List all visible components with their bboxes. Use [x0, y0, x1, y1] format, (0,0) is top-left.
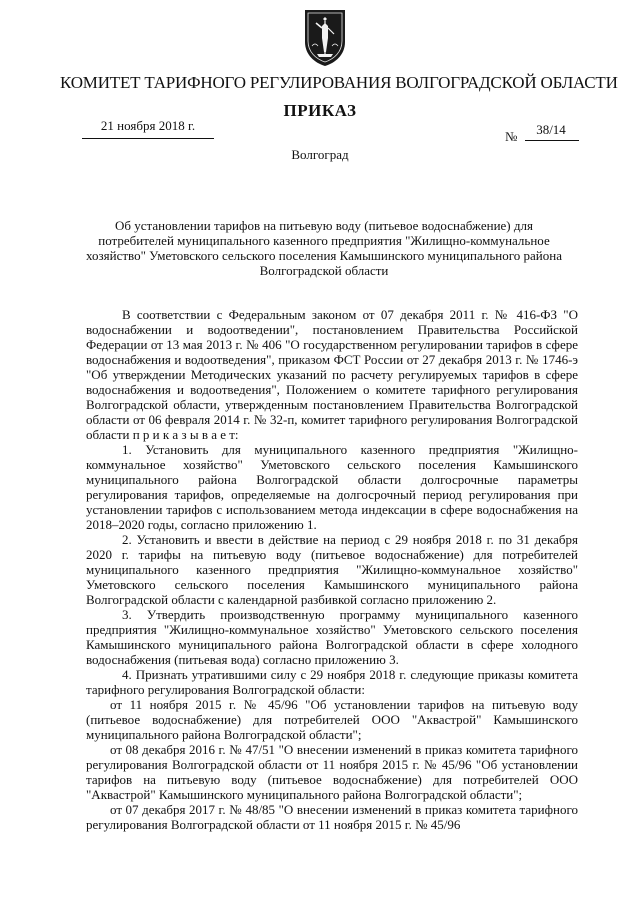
clause-3: 3. Утвердить производственную программу муниципального казенного предприятия "Жилищно-коммунальное хозяйство" Уметовского сельского поселения Камышинского муниципального района Волгоградской области в сфере холодного водоснабжения (питьевая вода) согласно приложению 3. — [86, 607, 578, 667]
order-body — [86, 307, 578, 832]
volgograd-coat-of-arms-icon — [303, 8, 347, 68]
order-number: 38/14 — [536, 122, 566, 137]
order-date-field — [82, 118, 214, 139]
issue-city: Волгоград — [291, 147, 349, 162]
number-sign: № — [505, 129, 518, 144]
clause-4: 4. Признать утратившими силу с 29 ноября 2018 г. следующие приказы комитета тарифного регулирования Волгоградской области: — [86, 667, 578, 697]
order-date: 21 ноября 2018 г. — [100, 118, 196, 133]
repealed-order-3: от 07 декабря 2017 г. № 48/85 "О внесении изменений в приказ комитета тарифного регулирования Волгоградской области от 11 ноября 2015 г. № 45/96 — [86, 802, 578, 832]
number-underline — [525, 140, 579, 141]
committee-name: КОМИТЕТ ТАРИФНОГО РЕГУЛИРОВАНИЯ ВОЛГОГРАДСКОЙ ОБЛАСТИ — [60, 73, 618, 92]
clause-1: 1. Установить для муниципального казенного предприятия "Жилищно-коммунальное хозяйство" Уметовского сельского поселения Камышинского муниципального района Волгоградской области долгосрочные параметры регулирования тарифов, определяемые на долгосрочный период регулирования при установлении тарифов с использованием метода индексации в сфере водоснабжения на 2018–2020 годы, согласно приложению 1. — [86, 442, 578, 532]
preamble-paragraph: В соответствии с Федеральным законом от 07 декабря 2011 г. № 416-ФЗ "О водоснабжении и водоотведении", постановлением Правительства Российской Федерации от 13 мая 2013 г. № 406 "О государственном регулировании тарифов в сфере водоснабжения и водоотведения", приказом ФСТ России от 27 декабря 2013 г. № 1746-э "Об утверждении Методических указаний по расчету регулируемых тарифов в сфере водоснабжения и водоотведения", Положением о комитете тарифного регулирования Волгоградской области, утвержденным постановлением Правительства Волгоградской области от 06 февраля 2014 г. № 32-п, комитет тарифного регулирования Волгоградской области п р и к а з ы в а е т: — [86, 307, 578, 442]
repealed-order-2: от 08 декабря 2016 г. № 47/51 "О внесении изменений в приказ комитета тарифного регулирования Волгоградской области от 11 ноября 2015 г. № 45/96 "Об установлении тарифов на питьевую воду (питьевое водоснабжение) для потребителей ООО "Акваcтрой" Камышинского муниципального района Волгоградской области"; — [86, 742, 578, 802]
date-underline — [82, 138, 214, 139]
document-type: ПРИКАЗ — [283, 101, 357, 120]
clause-2: 2. Установить и ввести в действие на период с 29 ноября 2018 г. по 31 декабря 2020 г. тарифы на питьевую воду (питьевое водоснабжение) для потребителей муниципального казенного предприятия "Жилищно-коммунальное хозяйство" Уметовского сельского поселения Камышинского муниципального района Волгоградской области с календарной разбивкой согласно приложению 2. — [86, 532, 578, 607]
repealed-order-1: от 11 ноября 2015 г. № 45/96 "Об установлении тарифов на питьевую воду (питьевое водоснабжение) для потребителей ООО "Акваcтрой" Камышинского муниципального района Волгоградской области"; — [86, 697, 578, 742]
order-subject: Об установлении тарифов на питьевую воду (питьевое водоснабжение) для потребителей муниципального казенного предприятия "Жилищно-коммунальное хозяйство" Уметовского сельского поселения Камышинского муниципального района Волгоградской области — [86, 218, 562, 278]
